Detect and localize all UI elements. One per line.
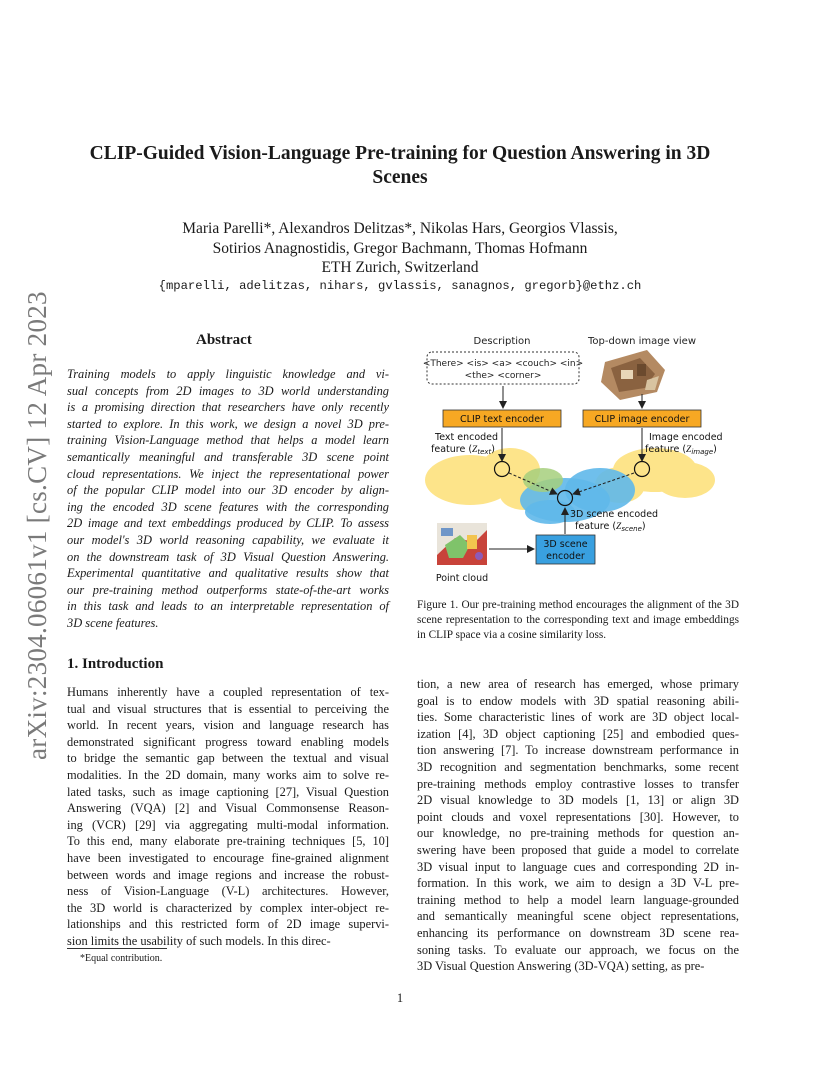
text-line: lationships and this restricted form of 2D image supervi- <box>67 917 389 932</box>
text-line: of the popular CLIP model into our 3D encoder by align- <box>67 483 389 498</box>
footnote-rule <box>67 948 167 949</box>
text-line: tion answering [7]. To increase downstream performance in <box>417 743 739 758</box>
arxiv-stamp: arXiv:2304.06061v1 [cs.CV] 12 Apr 2023 <box>22 291 52 760</box>
text-line: formation. In this work, we aim to design a 3D V-L pre- <box>417 876 739 891</box>
text-line: Training models to apply linguistic knowledge and vi- <box>67 367 389 381</box>
figure-caption: Figure 1. Our pre-training method encourages the alignment of the 3D scene representation to the corresponding text and image embeddings in CLIP space via a cosine similarity loss. <box>417 599 739 641</box>
tokens-line-1: <There> <is> <a> <couch> <in> <box>422 359 584 369</box>
authors-line-1: Maria Parelli*, Alexandros Delitzas*, Nikolas Hars, Georgios Vlassis, <box>182 220 618 237</box>
authors-line-2: Sotirios Anagnostidis, Gregor Bachmann, Thomas Hofmann <box>212 240 588 257</box>
text-line: swering have been proposed that guide a model to correlate <box>417 842 739 857</box>
text-line: between words and image regions and increase the robust- <box>67 867 389 882</box>
scene-encoder-label-1: 3D scene <box>543 539 588 550</box>
abstract-body <box>67 366 389 632</box>
text-line: 3D scene features. <box>67 615 159 630</box>
text-line: Answering (VQA) [2] and Visual Commonsense Reason- <box>67 801 389 816</box>
text-line: ties. Some characteristic lines of work are 3D object local- <box>417 710 739 725</box>
text-line: have been investigated to encourage fine-grained alignment <box>67 850 389 865</box>
text-line: to bridge the semantic gap between the textual and visual <box>67 751 389 766</box>
text-encoded-label-2: feature $(Z_{text})$ <box>431 444 495 456</box>
text-line: tual and visual structures that is essential to perceiving the <box>67 701 389 716</box>
text-line: the 3D world is characterized by complex inter-object re- <box>67 900 389 915</box>
text-encoded-label-1: Text encoded <box>435 432 499 443</box>
text-line: demonstrated significant progress toward enabling models <box>67 734 389 749</box>
introduction-right-column <box>417 676 739 975</box>
footnote: *Equal contribution. <box>80 953 163 964</box>
text-line: 3D Visual Question Answering (3D-VQA) setting, as pre- <box>417 959 705 974</box>
text-line: 3D visual input to language cues and corresponding 2D in- <box>417 859 739 874</box>
text-line: Experimental quantitative and qualitative results show that <box>67 566 389 581</box>
text-line: on the downstream task of 3D Visual Question Answering. <box>67 549 389 564</box>
image-encoded-label-2: feature $(Z_{image})$ <box>645 444 717 456</box>
clip-text-encoder-label: CLIP text encoder <box>460 414 544 425</box>
text-line: pre-training methods employ contrastive losses to transfer <box>417 776 739 791</box>
text-line: ness of Vision-Language (V-L) architectures. However, <box>67 884 389 899</box>
text-line: cloud representations. We inject the representational power <box>67 466 389 481</box>
text-line: 3D recognition and segmentation benchmarks, some recent <box>417 759 739 774</box>
text-line: world. In recent years, vision and language research has <box>67 718 389 733</box>
text-line: ization [4], 3D object captioning [25] and embodied ques- <box>417 726 739 741</box>
text-line: and semantically meaningful scene object representations, <box>417 909 739 924</box>
text-line: our model's 3D world reasoning capability, we evaluate it <box>67 532 389 547</box>
text-line: training method to help a model learn language-grounded <box>417 892 739 907</box>
text-line: sion limits the usability of such models. In this direc- <box>67 933 331 948</box>
text-line: ing the encoded 3D scene features with the corresponding <box>67 499 389 514</box>
introduction-left-column <box>67 684 389 950</box>
text-line: soning tasks. To evaluate our approach, we focus on the <box>417 942 739 957</box>
text-line: our pre-training method outperforms state-of-the-art works <box>67 582 389 597</box>
text-line: Humans inherently have a coupled representation of tex- <box>67 685 389 699</box>
topdown-image <box>601 350 665 400</box>
tokens-line-2: <the> <corner> <box>464 371 542 381</box>
scene-encoded-label-2: feature $(Z_{scene})$ <box>575 521 646 533</box>
affiliation: ETH Zurich, Switzerland <box>321 259 479 276</box>
text-line: started to explore. In this work, we design a novel 3D pre- <box>67 416 389 431</box>
abstract-heading: Abstract <box>196 332 252 348</box>
text-line: training Vision-Language method that helps a model learn <box>67 433 389 448</box>
text-line: semantically meaningful and transferable 3D scene point <box>67 449 389 464</box>
description-label: Description <box>473 336 531 347</box>
text-line: point clouds and voxel representations [30]. However, to <box>417 809 739 824</box>
point-cloud-label: Point cloud <box>435 573 489 584</box>
introduction-heading: 1. Introduction <box>67 656 164 672</box>
scene-encoder-label-2: encoder <box>546 551 585 562</box>
scene-encoded-label-1: 3D scene encoded <box>570 509 659 520</box>
text-line: 2D visual knowledge to 3D models [1, 13] or align 3D <box>417 793 739 808</box>
image-encoded-label-1: Image encoded <box>649 432 723 443</box>
title-line-1: CLIP-Guided Vision-Language Pre-training for Question Answering in 3D <box>89 143 711 164</box>
text-line: enhancing its performance on downstream 3D scene rea- <box>417 925 739 940</box>
text-line: sual concepts from 2D images to 3D world understanding <box>67 383 389 398</box>
clip-image-encoder-label: CLIP image encoder <box>594 414 690 425</box>
text-line: lated tasks, such as image captioning [27], Visual Question <box>67 784 389 799</box>
text-line: ing (VCR) [29] via aggregating multi-modal information. <box>67 817 389 832</box>
page-number: 1 <box>396 991 404 1005</box>
text-line: is a promising direction that researchers have only recently <box>67 400 389 415</box>
figure-1 <box>415 330 745 590</box>
paper-title <box>80 142 720 190</box>
title-line-2: Scenes <box>372 167 428 188</box>
text-line: modalities. In the 2D domain, many works aim to solve re- <box>67 767 389 782</box>
text-line: goal is to endow models with 3D spatial reasoning abili- <box>417 693 739 708</box>
author-emails: {mparelli, adelitzas, nihars, gvlassis, sanagnos, gregorb}@ethz.ch <box>158 279 642 293</box>
text-line: 2D image and text embeddings produced by CLIP. To assess <box>67 516 389 531</box>
point-cloud-image <box>437 523 487 565</box>
topdown-label: Top-down image view <box>588 336 696 347</box>
text-line: tion, a new area of research has emerged, whose primary <box>417 677 739 691</box>
text-line: our knowledge, no pre-training methods for question an- <box>417 826 739 841</box>
text-line: To this end, many elaborate pre-training techniques [5, 10] <box>67 834 389 849</box>
text-line: in this task and leads to an interpretable representation of <box>67 599 389 614</box>
